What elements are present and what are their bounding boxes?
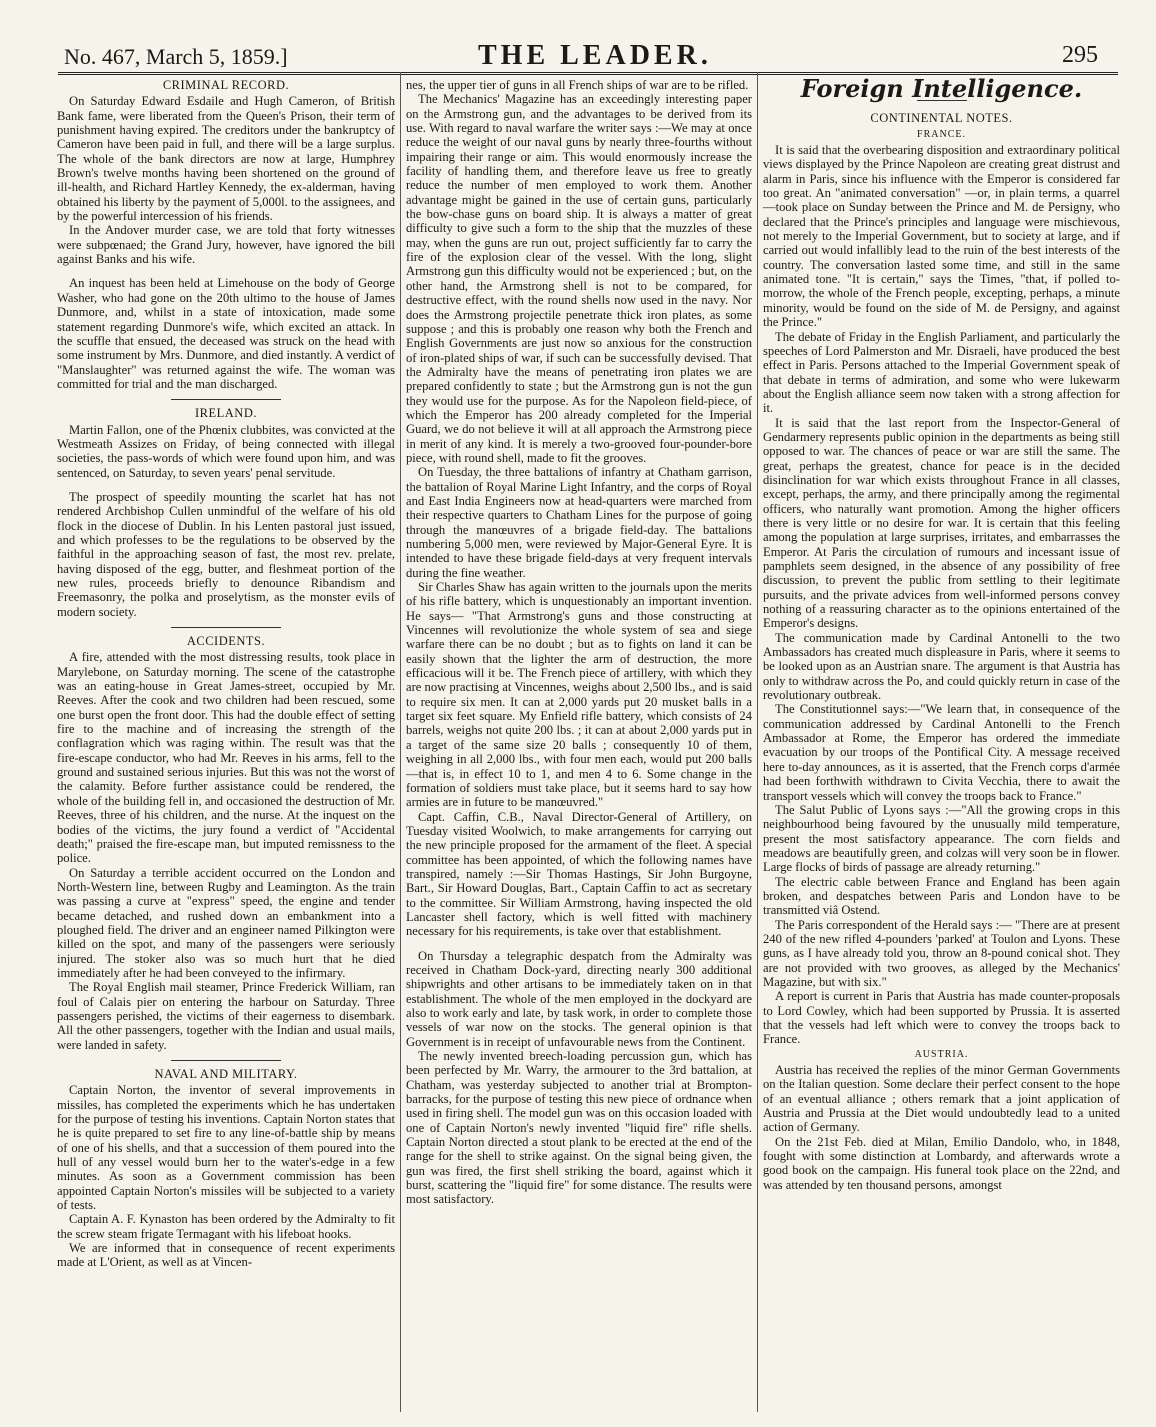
article-paragraph: The Salut Public of Lyons says :—"All the growing crops in this neighbourhood being favoured by the unusually mild temperature, present the most satisfactory appearance. The corn fields and meadows are beautifully green, and colzas will very soon be in flower. Large flocks of birds of passage are already returning.": [763, 802, 1120, 875]
section-heading-accidents: ACCIDENTS.: [186, 634, 266, 649]
subheading-france: FRANCE.: [917, 128, 966, 140]
section-separator: [171, 1060, 281, 1061]
column-divider: [400, 72, 401, 1412]
article-paragraph: A report is current in Paris that Austria has made counter-proposals to Lord Cowley, which had been supported by Prussia. It is asserted that the vessels had left which were to convey the troops back to France.: [763, 989, 1120, 1047]
article-paragraph: Captain Norton, the inventor of several improvements in missiles, has completed the experiments which he has undertaken for the purpose of testing his inventions. Captain Norton states that he is quite prepared to set fire to any line-of-battle ship by means of one of his shells, and that a succession of them poured into the hull of any vessel would burn her to the water's-edge in a few minutes. As soon as a Government commission has been appointed Captain Norton's missiles will be subjected to a variety of tests.: [57, 1083, 395, 1213]
article-paragraph: The electric cable between France and England has been again broken, and despatches between Paris and London have to be transmitted viâ Ostend.: [763, 874, 1120, 918]
article-paragraph: It is said that the overbearing disposition and extraordinary political views displayed by the Prince Napoleon are creating great distrust and alarm in Paris, since his influence with the Emperor is considered far too great. An "animated conversation" —or, in plain terms, a quarrel—took place on Sunday between the Prince and M. de Persigny, who declared that the Prince's principles and language were mischievous, not merely to the Imperial Government, but to society at large, and if carried out would infallibly lead to the ruin of the best interests of the country. The conversation lasted some time, and still in the same animated tone. "It is certain," says the Times, "that, if polled to-morrow, the whole of the French people, excepting, perhaps, a minute minority, would be found on the side of M. de Persigny, and against the Prince.": [763, 143, 1120, 330]
subheading-austria: AUSTRIA.: [914, 1048, 969, 1060]
column-2: [406, 78, 752, 1207]
article-paragraph: Martin Fallon, one of the Phœnix clubbites, was convicted at the Westmeath Assizes on Friday, of being connected with illegal societies, the pass-words of which were found upon him, and was sentenced, on Saturday, to seven years' penal servitude.: [57, 422, 395, 480]
article-paragraph: A fire, attended with the most distressing results, took place in Marylebone, on Saturday morning. The scene of the catastrophe was an eating-house in Great James-street, occupied by Mr. Reeves. After the cook and two children had been rescued, some one burst open the front door. This had the double effect of setting fire to the machine and of increasing the strength of the conflagration which was raging within. The result was that the fire-escape conductor, who had Mr. Reeves in his arms, fell to the ground and sustained serious injuries. But this was not the worst of the calamity. Before further assistance could be rendered, the whole of the building fell in, and occasioned the destruction of Mr. Reeves, three of his children, and the nurse. At the inquest on the bodies of the victims, the jury found a verdict of "Accidental death;" praised the fire-escape man, but imputed remissness to the police.: [57, 650, 395, 866]
article-paragraph: The Constitutionnel says:—"We learn that, in consequence of the communication addressed by Cardinal Antonelli to the French Ambassador at Rome, the Emperor has ordered the immediate evacuation by our troops of the Pontifical City. A message received here to-day announces, as it is asserted, that the French corps d'armée had been forthwith withdrawn to Civita Vecchia, there to await the transport vessels which will convey the troops back to France.": [763, 702, 1120, 803]
column-1: [57, 78, 395, 1270]
article-paragraph: On Saturday Edward Esdaile and Hugh Cameron, of British Bank fame, were liberated from the Queen's Prison, their term of punishment having expired. The creditors under the bankruptcy of Cameron have been paid in full, and there will be a large surplus. The whole of the bank directors are now at large, Humphrey Brown's twelve months having been shortened on the ground of ill-health, and Richard Hartley Kennedy, the ex-alderman, having obtained his liberty by the payment of 5,000l. to the assignees, and by the powerful intercession of his friends.: [57, 94, 395, 224]
masthead: [48, 40, 1098, 72]
article-paragraph: On Saturday a terrible accident occurred on the London and North-Western line, between Rugby and Leamington. As the train was passing a curve at "express" speed, the engine and tender became detached, and rushed down an embankment into a ploughed field. The driver and an engineer named Pilkington were killed on the spot, and many of the passengers were seriously injured. The stoker also was so much hurt that he died immediately after he had been conveyed to the infirmary.: [57, 865, 395, 980]
article-paragraph: An inquest has been held at Limehouse on the body of George Washer, who had gone on the 20th ultimo to the house of James Dunmore, and, whilst in a state of intoxication, made some statement regarding Dunmore's wife, which excited an attack. In the scuffle that ensued, the deceased was struck on the head with some instrument by Mrs. Dunmore, and died instantly. A verdict of "Manslaughter" was returned against the wife. The woman was committed for trial and the man discharged.: [57, 276, 395, 391]
page-number: 295: [1062, 42, 1098, 68]
article-paragraph: Sir Charles Shaw has again written to the journals upon the merits of his rifle battery, which is unquestionably an important invention. He says— "That Armstrong's guns and those constructing at Vincennes will revolutionize the whole system of sea and siege warfare there can be no doubt ; but as to fights on land it can be easily shown that the lighter the arm of destruction, the more efficacious will it be. The French piece of artillery, with which they are now practising at Vincennes, weighs about 2,500 lbs., and is said to require six men. It can at 2,000 yards put 20 musket balls in a target six feet square. My Enfield rifle battery, which consists of 24 barrels, weighs not quite 200 lbs. ; it can at about 2,000 yards put in a target of the same size 20 balls ; consequently 10 of them, weighing in all 2,000 lbs., with four men each, would put 200 balls—that is, in effect 10 to 1, and men 4 to 6. Some change in the formation of soldiers must take place, but it seems hard to say how armies are in future to be manœuvred.": [406, 580, 752, 810]
article-paragraph: The debate of Friday in the English Parliament, and particularly the speeches of Lord Palmerston and Mr. Disraeli, have produced the best effect in Paris. Persons attached to the Imperial Government speak of that debate in terms of admiration, and some who were lukewarm about the English alliance seem now taken with a strong affection for it.: [763, 329, 1120, 416]
article-paragraph: The communication made by Cardinal Antonelli to the two Ambassadors has created much displeasure in Paris, where it seems to be looked upon as an Austrian snare. The argument is that Austria has only to withdraw across the Po, and could quickly return in case of the revolutionary outbreak.: [763, 630, 1120, 703]
article-paragraph: Captain A. F. Kynaston has been ordered by the Admiralty to fit the screw steam frigate Termagant with his lifeboat hooks.: [57, 1212, 395, 1241]
newspaper-title: THE LEADER.: [478, 40, 712, 71]
article-paragraph: On Tuesday, the three battalions of infantry at Chatham garrison, the battalion of Royal Marine Light Infantry, and the corps of Royal and East India Engineers now at head-quarters were marched from their respective quarters to Chatham Lines for the purpose of going through the manœuvres of a brigade field-day. The battalions numbering 5,000 men, were reviewed by Major-General Eyre. It is intended to have these brigade field-days at very frequent intervals during the fine weather.: [406, 465, 752, 580]
article-paragraph: The newly invented breech-loading percussion gun, which has been perfected by Mr. Warry, the armourer to the 3rd battalion, at Chatham, was yesterday subjected to another trial at Brompton-barracks, for the purpose of testing this new piece of ordnance when used in firing shell. The model gun was on this occasion loaded with one of Captain Norton's newly invented "liquid fire" rifle shells. Captain Norton directed a stout plank to be erected at the end of the range for the shell to strike against. On the signal being given, the gun was fired, the first shell striking the board, against which it burst, scattering the "liquid fire" for some distance. The results were most satisfactory.: [406, 1049, 752, 1207]
issue-date: No. 467, March 5, 1859.]: [64, 44, 288, 69]
article-paragraph: The Mechanics' Magazine has an exceedingly interesting paper on the Armstrong gun, and the advantages to be derived from its use. With regard to naval warfare the writer says :—We may at once reduce the weight of our naval guns by nearly three-fourths without impairing their range or aim. This would enormously increase the facility of handling them, and therefore leave us free to greatly reduce the number of men employed to work them. Another advantage might be gained in the use of certain guns, particularly the bow-chase guns on board ship. It is always a matter of great difficulty to give such a form to the ship that the muzzles of these may, when the guns are run out, project sufficiently far to carry the fire of the explosion clear of the vessel. With the long, slight Armstrong gun this difficulty would not be experienced ; but, on the other hand, the Armstrong shell is not to be compared, for destructive effect, with the round shells now used in the navy. Nor does the Armstrong projectile penetrate thick iron plates, as some suppose ; and this is probably one reason why both the French and English Governments are just now so anxious for the construction of iron-plated ships of war, if such can be successfully devised. That the Admiralty have the means of penetrating iron plates we are prepared confidently to state ; but the Armstrong gun is not the gun they would use for the purpose. As for the Napoleon field-piece, of which the Emperor has 200 already completed for the Imperial Guard, we do not believe it will at all approach the Armstrong piece in merit of any kind. It is merely a two-grooved four-pounder-bore piece, with round shell, made to fit the grooves.: [406, 92, 752, 465]
section-heading-ireland: IRELAND.: [195, 406, 257, 421]
article-paragraph: In the Andover murder case, we are told that forty witnesses were subpœnaed; the Grand Jury, however, have ignored the bill against Banks and his wife.: [57, 223, 395, 267]
article-paragraph: The Royal English mail steamer, Prince Frederick William, ran foul of Calais pier on entering the harbour on Saturday. Three passengers perished, the victims of their eagerness to disembark. All the other passengers, together with the Indian and usual mails, were landed in safety.: [57, 980, 395, 1052]
article-paragraph: On the 21st Feb. died at Milan, Emilio Dandolo, who, in 1848, fought with some distinction at Lombardy, and afterwards wrote a good book on the campaign. His funeral took place on the 22nd, and was attended by ten thousand persons, amongst: [763, 1134, 1120, 1192]
article-paragraph: nes, the upper tier of guns in all French ships of war are to be rifled.: [406, 78, 749, 92]
section-separator: [171, 399, 281, 400]
column-3: [763, 74, 1120, 1192]
column-divider: [757, 72, 758, 1412]
article-paragraph: The Paris correspondent of the Herald says :— "There are at present 240 of the new rifled 4-pounders 'parked' at Toulon and Lyons. These guns, as I have already told you, throw an 8-pound conical shot. They are not provided with two grooves, as alleged by the Mechanics' Magazine, but with six.": [763, 917, 1120, 989]
section-heading-criminal-record: CRIMINAL RECORD.: [162, 78, 290, 92]
article-paragraph: Capt. Caffin, C.B., Naval Director-General of Artillery, on Tuesday visited Woolwich, to make arrangements for carrying out the new principle proposed for the armament of the fleet. A special committee has been appointed, of which the following names have transpired, namely :—Sir Thomas Hastings, Sir John Burgoyne, Bart., Sir Howard Douglas, Bart., Captain Caffin to act as secretary to the committee. Sir William Armstrong, having inspected the old Lancaster shell factory, which is well fitted with machinery necessary for his requirements, is take over that establishment.: [406, 809, 752, 939]
section-title-foreign-intelligence: Foreign Intelligence.: [800, 74, 1083, 103]
article-paragraph: Austria has received the replies of the minor German Governments on the Italian question. Some declare their perfect consent to the hope of an eventual alliance ; others remark that a joint application of Austria and Prussia at the Diet would undoubtedly lead to a united action of Germany.: [763, 1063, 1120, 1135]
article-paragraph: We are informed that in consequence of recent experiments made at L'Orient, as well as at Vincen-: [57, 1241, 395, 1270]
article-paragraph: The prospect of speedily mounting the scarlet hat has not rendered Archbishop Cullen unmindful of the welfare of his old flock in the diocese of Dublin. In his Lenten pastoral just issued, and which professes to be the regulations to be observed by the faithful in the approaching season of fast, the most rev. prelate, having disposed of the egg, butter, and fleshmeat portion of the new rules, proceeds briefly to denounce Ribandism and Freemasonry, the polka and proselytism, as the monster evils of modern society.: [57, 489, 395, 619]
section-separator: [171, 627, 281, 628]
article-paragraph: On Thursday a telegraphic despatch from the Admiralty was received in Chatham Dock-yard, directing nearly 300 additional shipwrights and other artisans to be immediately taken on in that establishment. The whole of the men employed in the dockyard are also to work early and late, by task work, in order to complete those vessels of war now on the stocks. The general opinion is that Government is in receipt of unfavourable news from the Continent.: [406, 948, 752, 1049]
article-paragraph: It is said that the last report from the Inspector-General of Gendarmery represents public opinion in the departments as being still opposed to war. The chances of peace or war are still the same. The great, perhaps the greatest, chance for peace is in the decided disinclination for war which exists throughout France in all classes, except, perhaps, the army, and there principally among the regimental officers, who naturally want promotion. Among the higher officers there is very little or no desire for war. It is certain that this feeling among the population at large surprises, irritates, and embarrasses the Emperor. At Paris the circulation of rumours and incessant issue of pamphlets seem designed, in the absence of any possibility of free discussion, to prevent the public from settling to their legitimate pursuits, and the private advices from well-informed persons convey nothing of a reassuring character as to the opinions entertained of the Emperor's designs.: [763, 415, 1120, 631]
section-heading-continental-notes: CONTINENTAL NOTES.: [870, 111, 1013, 126]
section-heading-naval-military: NAVAL AND MILITARY.: [154, 1067, 298, 1081]
